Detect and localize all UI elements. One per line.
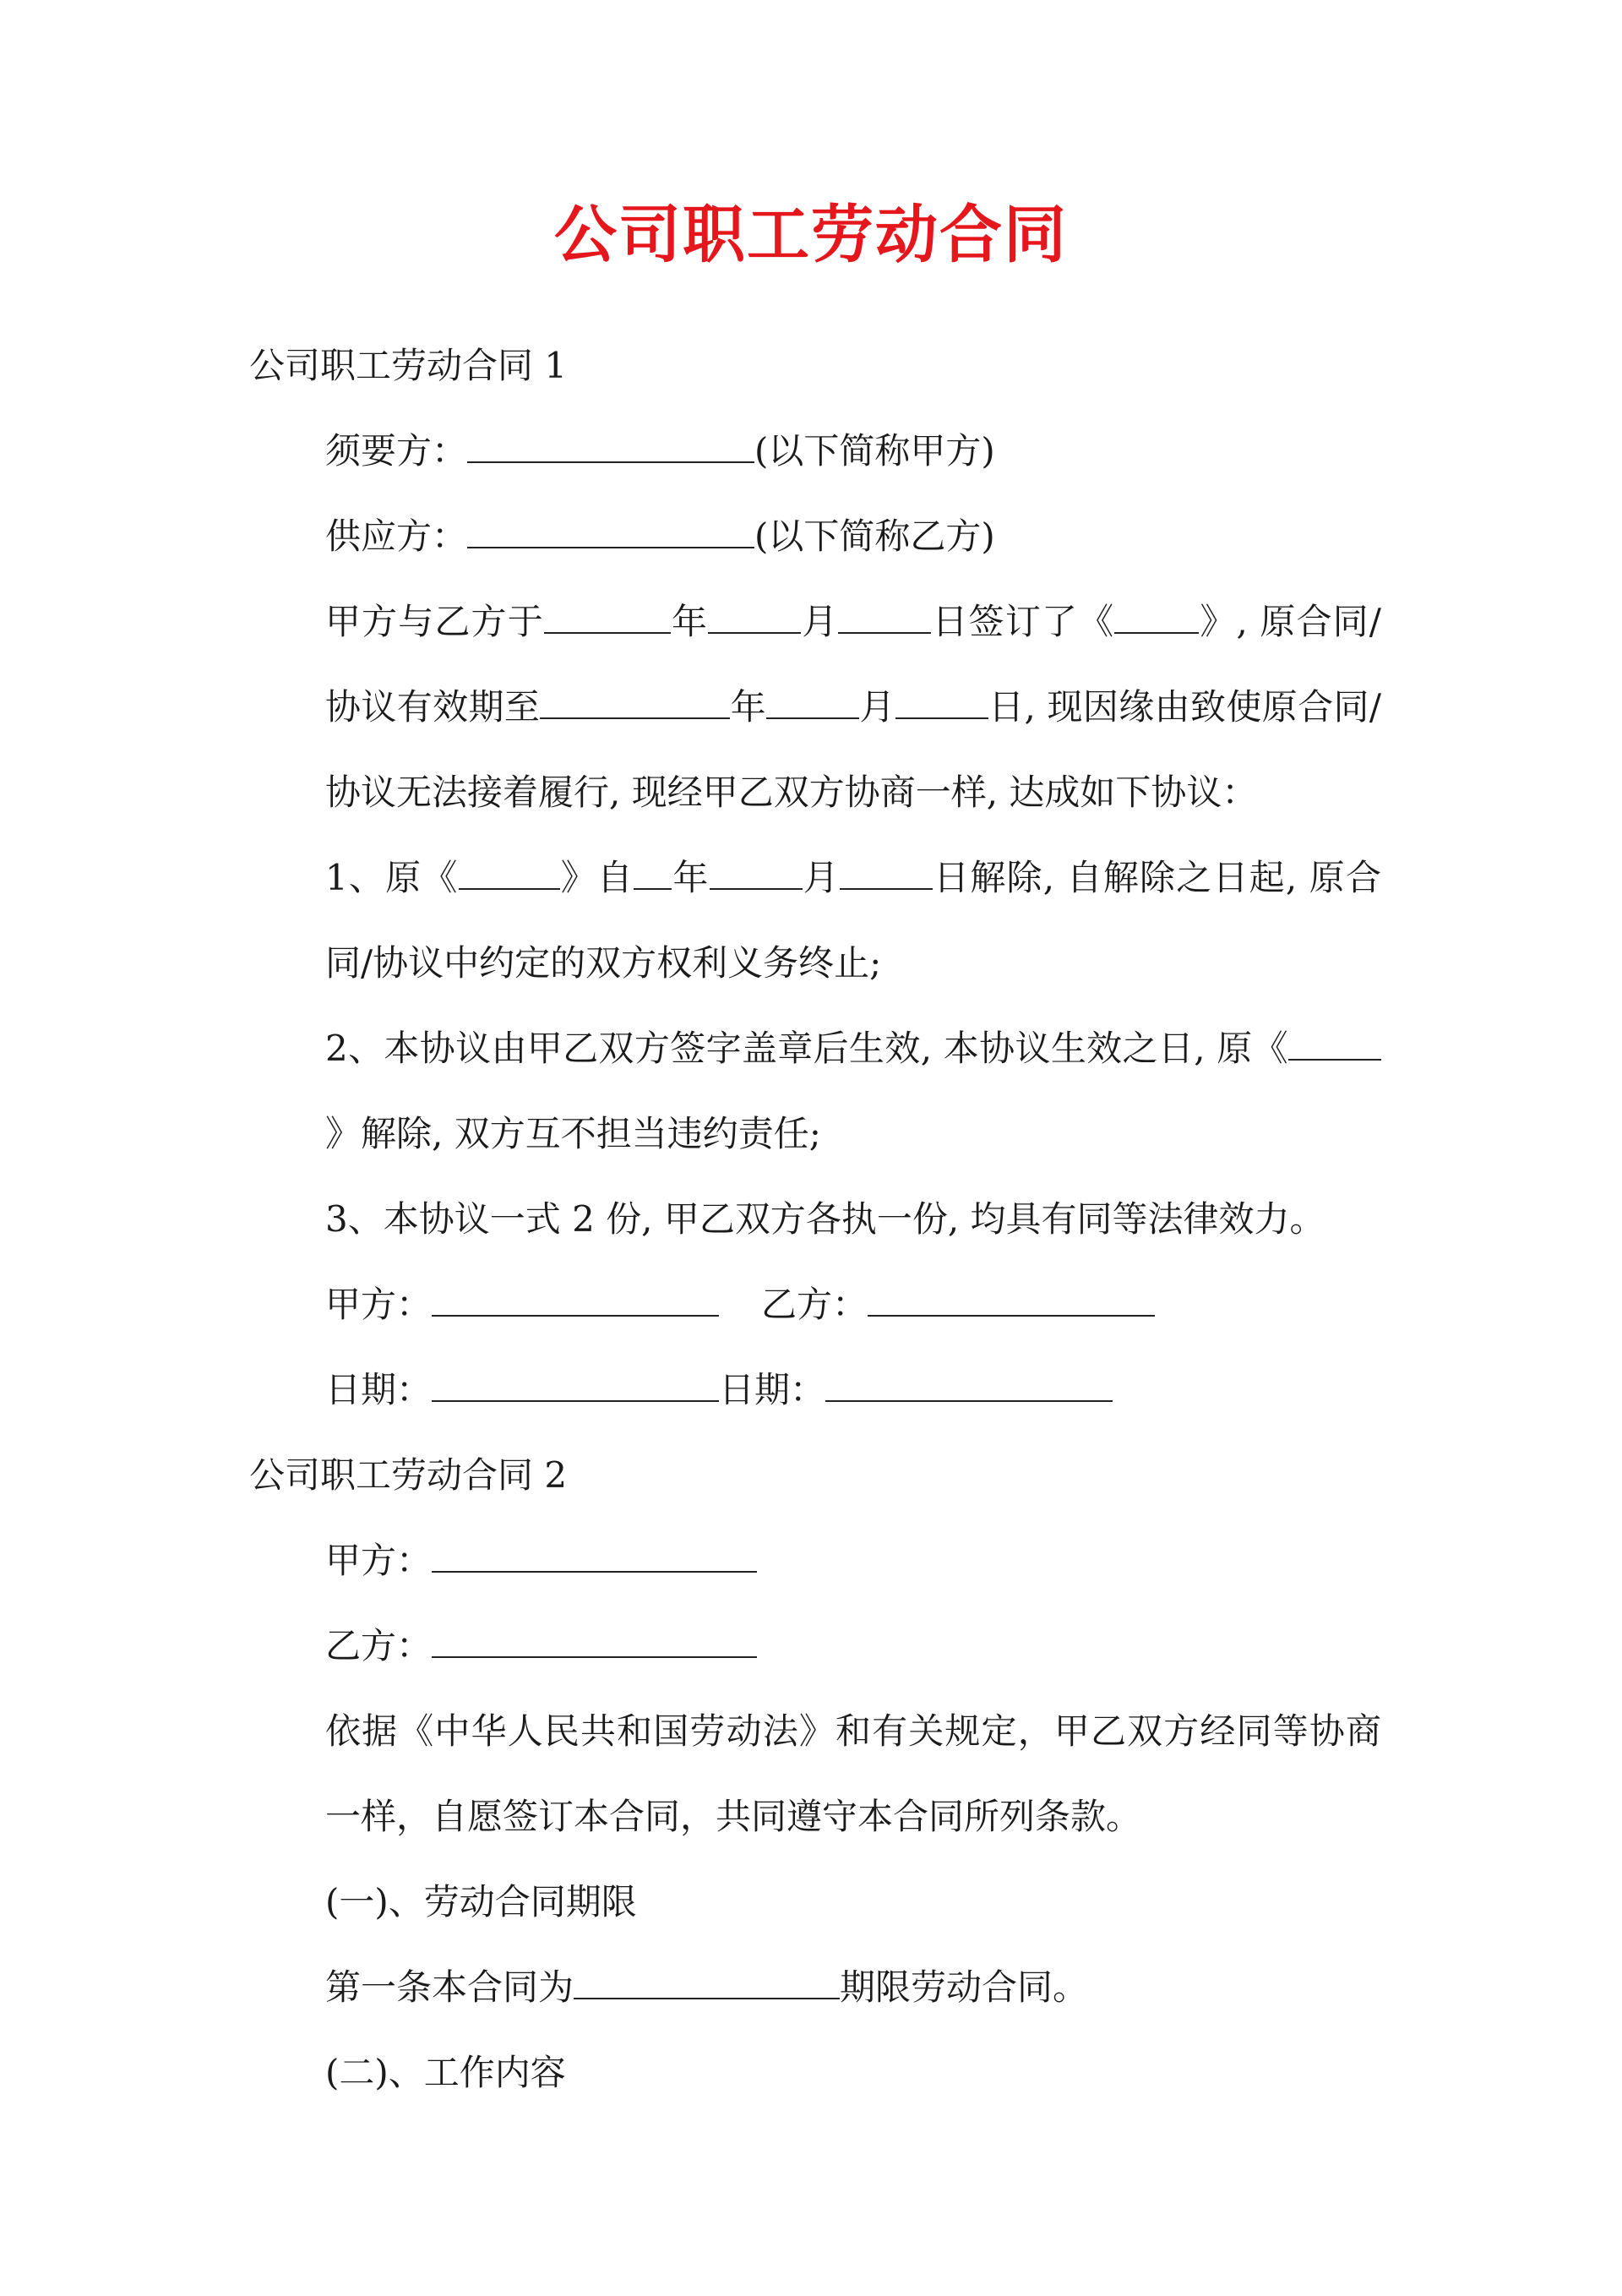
contract1-heading: 公司职工劳动合同 1 bbox=[249, 345, 568, 386]
intro-text-6: 年 bbox=[730, 686, 766, 728]
document-title: 公司职工劳动合同 bbox=[554, 199, 1068, 271]
demand-party-blank bbox=[467, 428, 754, 463]
intro-text-3: 月 bbox=[801, 601, 839, 642]
supply-party-label: 供应方： bbox=[325, 515, 468, 557]
date-a-blank bbox=[432, 1366, 719, 1402]
sign-a-blank bbox=[432, 1281, 719, 1317]
date-b-blank bbox=[825, 1366, 1113, 1402]
contract-name-blank bbox=[1114, 598, 1199, 634]
article-1 bbox=[249, 1944, 1381, 2030]
article1-text-2: 期限劳动合同。 bbox=[840, 1966, 1089, 2008]
date-a-label: 日期： bbox=[325, 1369, 433, 1410]
clause1-contract-blank bbox=[459, 854, 560, 890]
sign-b-label: 乙方： bbox=[761, 1284, 868, 1325]
clause2-text-2: 》解除, 双方互不担当违约责任; bbox=[325, 1113, 821, 1154]
contract2-party-b-label: 乙方： bbox=[325, 1625, 433, 1666]
date-b-label: 日期： bbox=[719, 1369, 826, 1410]
valid-year-blank bbox=[540, 684, 730, 719]
contract2-basis: 依据《中华人民共和国劳动法》和有关规定，甲乙双方经同等协商一样，自愿签订本合同，共同遵守本合同所列条款。 bbox=[325, 1710, 1381, 1837]
document-body bbox=[249, 323, 1381, 2115]
supply-party-line bbox=[249, 494, 1381, 579]
intro-text-2: 年 bbox=[670, 601, 709, 642]
intro-text-4: 日签订了《 bbox=[931, 601, 1115, 642]
contract2-party-a-line bbox=[249, 1518, 1381, 1603]
intro-text-8: 日, 现因缘由致使原合同/协议无法接着履行, 现经甲乙双方协商一样, 达成如下协议： bbox=[325, 686, 1381, 813]
clause1-year-blank bbox=[634, 854, 672, 890]
clause1-month-blank bbox=[710, 854, 803, 890]
demand-party-label: 须要方： bbox=[325, 430, 468, 472]
contract2-party-b-line bbox=[249, 1603, 1381, 1688]
clause1-text-2: 》自 bbox=[559, 857, 634, 898]
sign-month-blank bbox=[708, 598, 801, 634]
clause2-contract-blank bbox=[1288, 1025, 1381, 1061]
clause-1 bbox=[249, 835, 1381, 1006]
sign-b-blank bbox=[868, 1281, 1155, 1317]
article1-text-1: 第一条本合同为 bbox=[325, 1966, 574, 2008]
intro-text-7: 月 bbox=[858, 686, 895, 728]
sign-day-blank bbox=[838, 598, 931, 634]
demand-party-note: (以下简称甲方) bbox=[754, 430, 995, 472]
supply-party-blank bbox=[467, 513, 754, 548]
valid-month-blank bbox=[766, 684, 859, 719]
intro-paragraph bbox=[249, 579, 1381, 835]
contract2-party-a-blank bbox=[432, 1537, 757, 1573]
contract2-party-b-blank bbox=[432, 1622, 757, 1658]
clause1-text-4: 月 bbox=[802, 857, 840, 898]
contract2-party-a-label: 甲方： bbox=[325, 1540, 433, 1581]
article1-term-blank bbox=[574, 1964, 840, 1999]
intro-text-5: 》, 原合同/协议有效期至 bbox=[325, 601, 1381, 728]
demand-party-line bbox=[249, 408, 1381, 494]
clause-2 bbox=[249, 1006, 1381, 1176]
supply-party-note: (以下简称乙方) bbox=[754, 515, 995, 557]
clause1-text-3: 年 bbox=[672, 857, 710, 898]
clause1-text-1: 1、原《 bbox=[325, 857, 459, 898]
sign-a-label: 甲方： bbox=[325, 1284, 433, 1325]
date-line bbox=[249, 1347, 1381, 1432]
clause1-day-blank bbox=[840, 854, 933, 890]
clause1-text-5: 日解除, 自解除之日起, 原合同/协议中约定的双方权利义务终止; bbox=[325, 857, 1381, 984]
signature-line bbox=[249, 1262, 1381, 1347]
clause2-text-1: 2、本协议由甲乙双方签字盖章后生效, 本协议生效之日, 原《 bbox=[325, 1028, 1288, 1069]
intro-text-1: 甲方与乙方于 bbox=[325, 601, 544, 642]
clause-3: 3、本协议一式 2 份, 甲乙双方各执一份, 均具有同等法律效力。 bbox=[325, 1198, 1325, 1240]
section-2-heading: (二)、工作内容 bbox=[325, 2052, 566, 2093]
contract2-heading: 公司职工劳动合同 2 bbox=[249, 1454, 568, 1496]
sign-year-blank bbox=[544, 598, 671, 634]
valid-day-blank bbox=[895, 684, 988, 719]
section-1-heading: (一)、劳动合同期限 bbox=[325, 1881, 637, 1922]
